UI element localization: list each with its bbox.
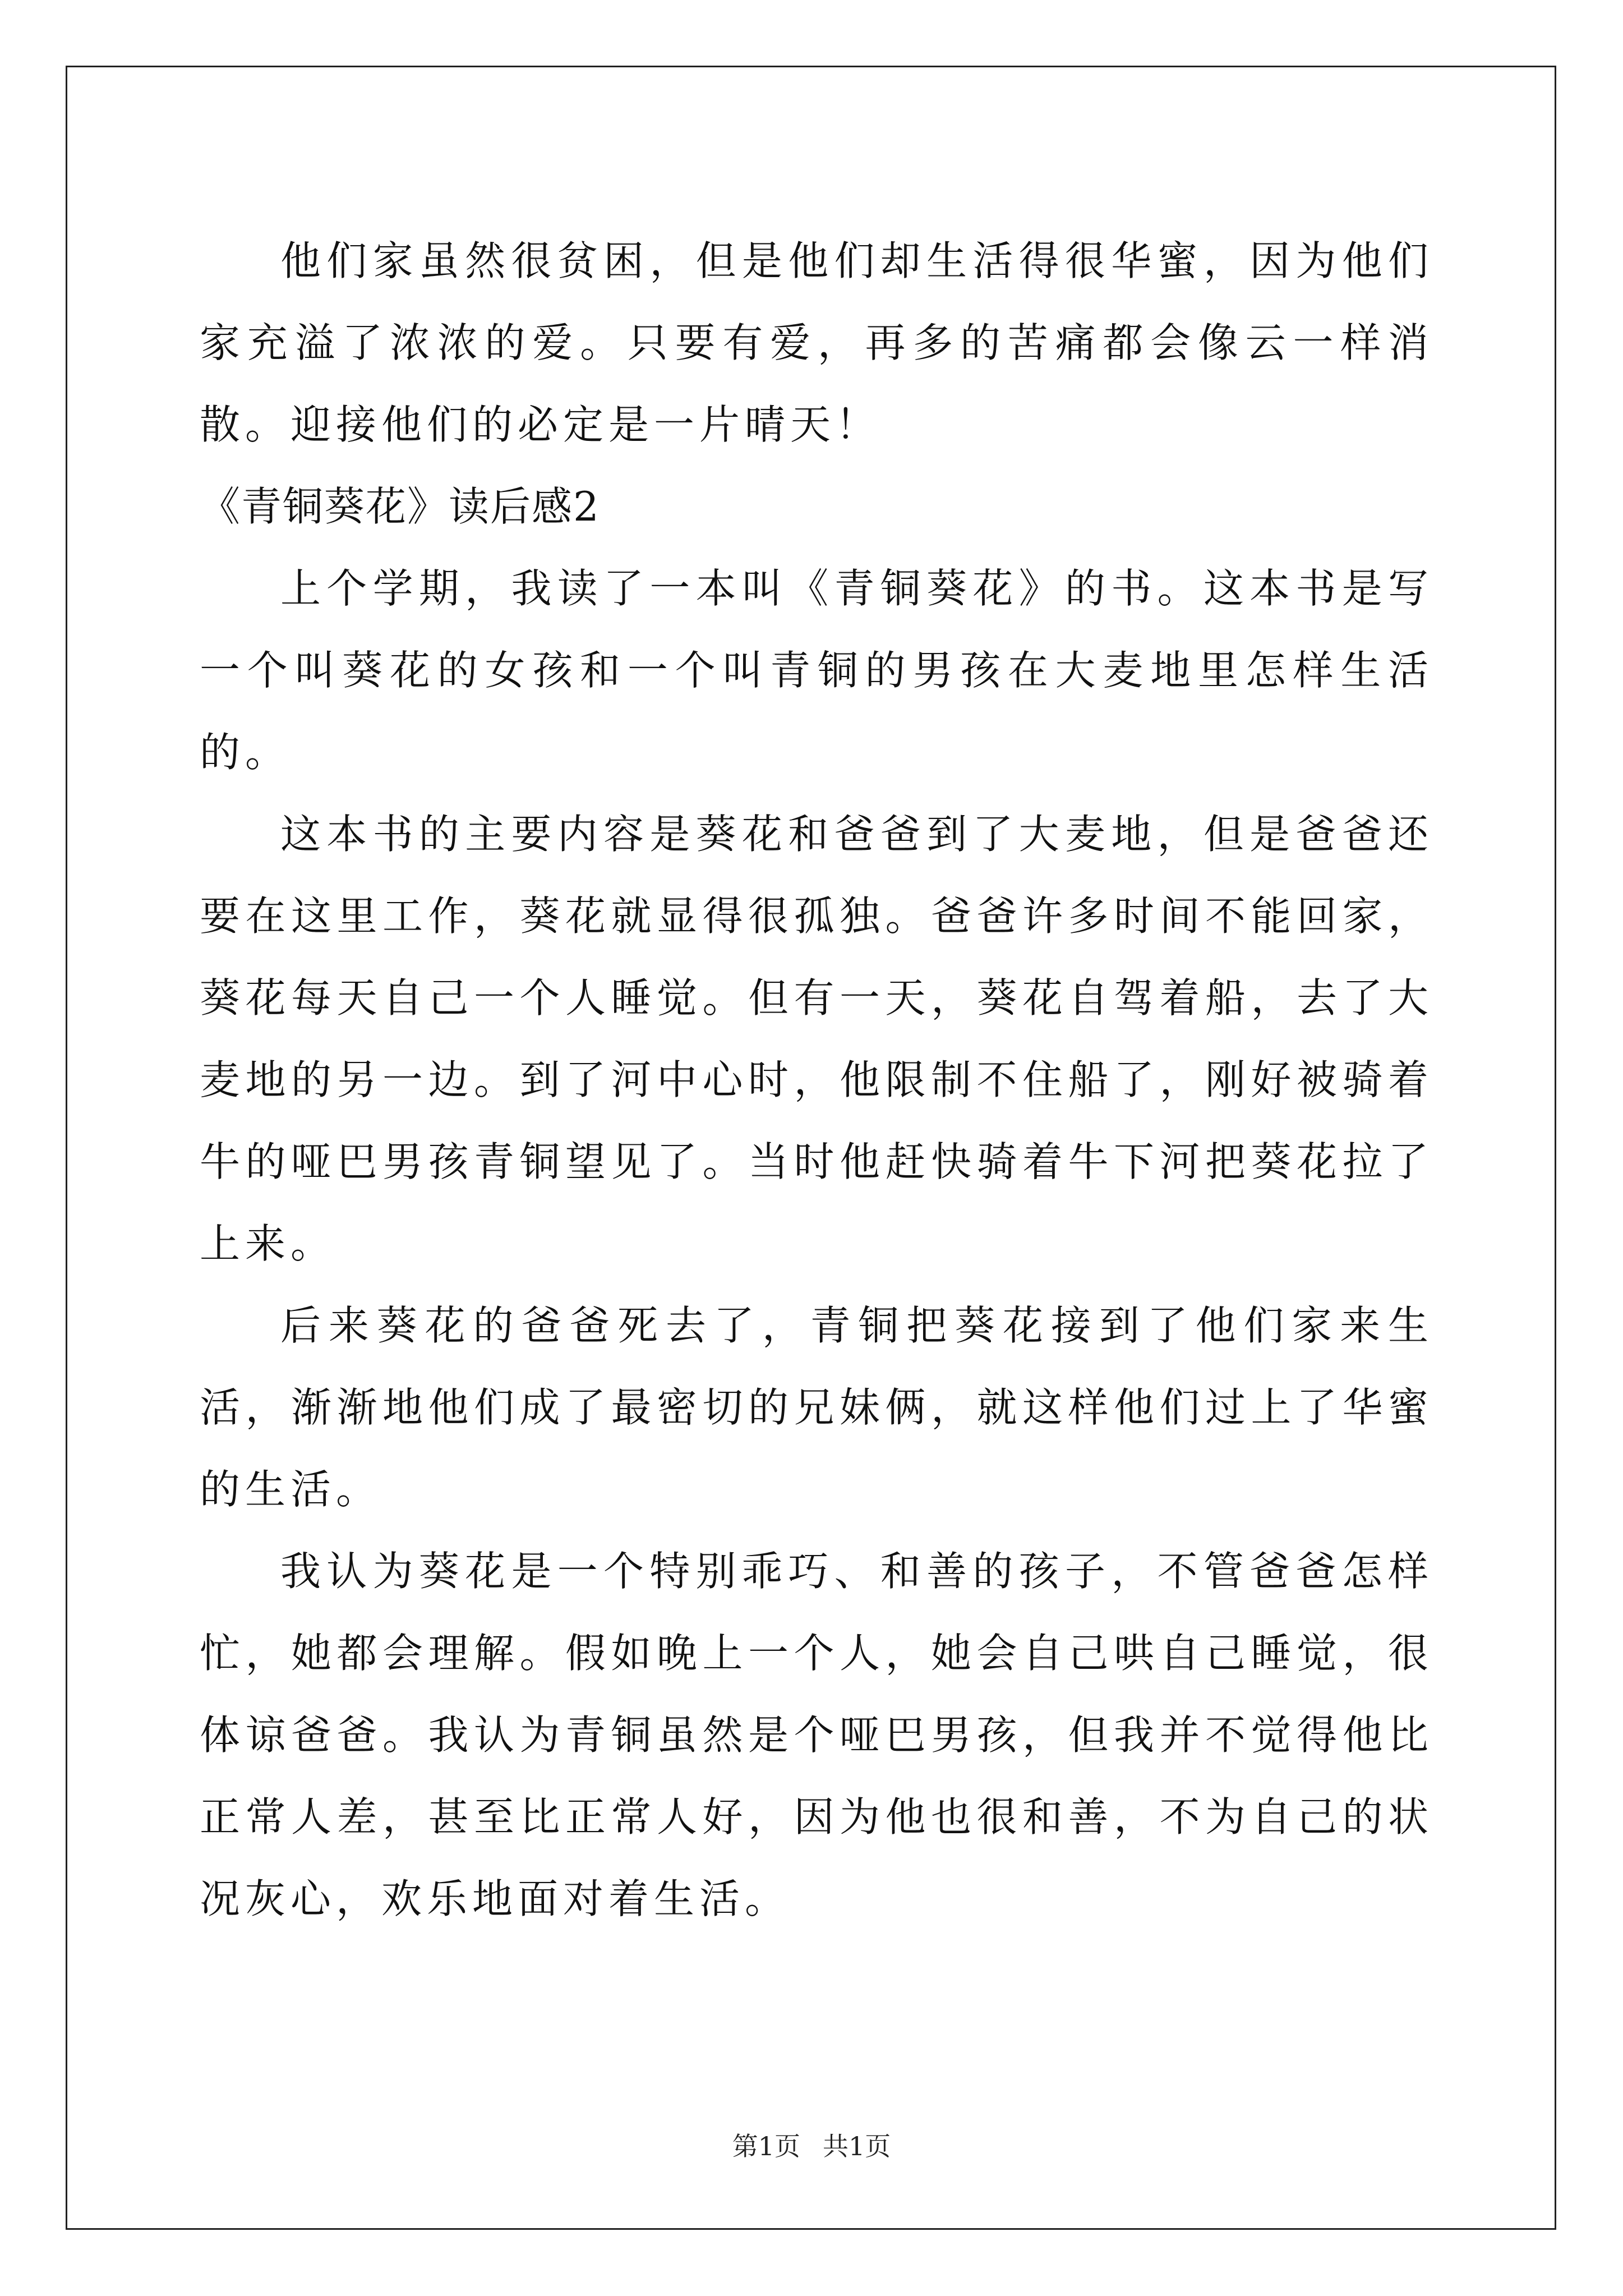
paragraph-3: 这本书的主要内容是葵花和爸爸到了大麦地，但是爸爸还要在这里工作，葵花就显得很孤独。爸爸许多时间不能回家，葵花每天自己一个人睡觉。但有一天，葵花自驾着船，去了大麦地的另一边。到了河中心时，他限制不住船了，刚好被骑着牛的哑巴男孩青铜望见了。当时他赶快骑着牛下河把葵花拉了上来。: [200, 811, 1433, 1267]
paragraph-4: 后来葵花的爸爸死去了，青铜把葵花接到了他们家来生活，渐渐地他们成了最密切的兄妹俩，就这样他们过上了华蜜的生活。: [200, 1302, 1433, 1513]
section-heading: 《青铜葵花》读后感2: [200, 483, 600, 530]
paragraph-1: 他们家虽然很贫困，但是他们却生活得很华蜜，因为他们家充溢了浓浓的爱。只要有爱，再多的苦痛都会像云一样消散。迎接他们的必定是一片晴天！: [200, 237, 1433, 448]
page-total: 共1页: [823, 2131, 891, 2161]
paragraph-5: 我认为葵花是一个特别乖巧、和善的孩子，不管爸爸怎样忙，她都会理解。假如晚上一个人，她会自己哄自己睡觉，很体谅爸爸。我认为青铜虽然是个哑巴男孩，但我并不觉得他比正常人差，甚至比正常人好，因为他也很和善，不为自己的状况灰心，欢乐地面对着生活。: [200, 1548, 1433, 1922]
page-footer: [0, 2129, 1623, 2163]
paragraph-2: 上个学期，我读了一本叫《青铜葵花》的书。这本书是写一个叫葵花的女孩和一个叫青铜的男孩在大麦地里怎样生活的。: [200, 565, 1433, 776]
document-body: [200, 220, 1433, 1940]
page-number: 第1页: [732, 2131, 800, 2161]
